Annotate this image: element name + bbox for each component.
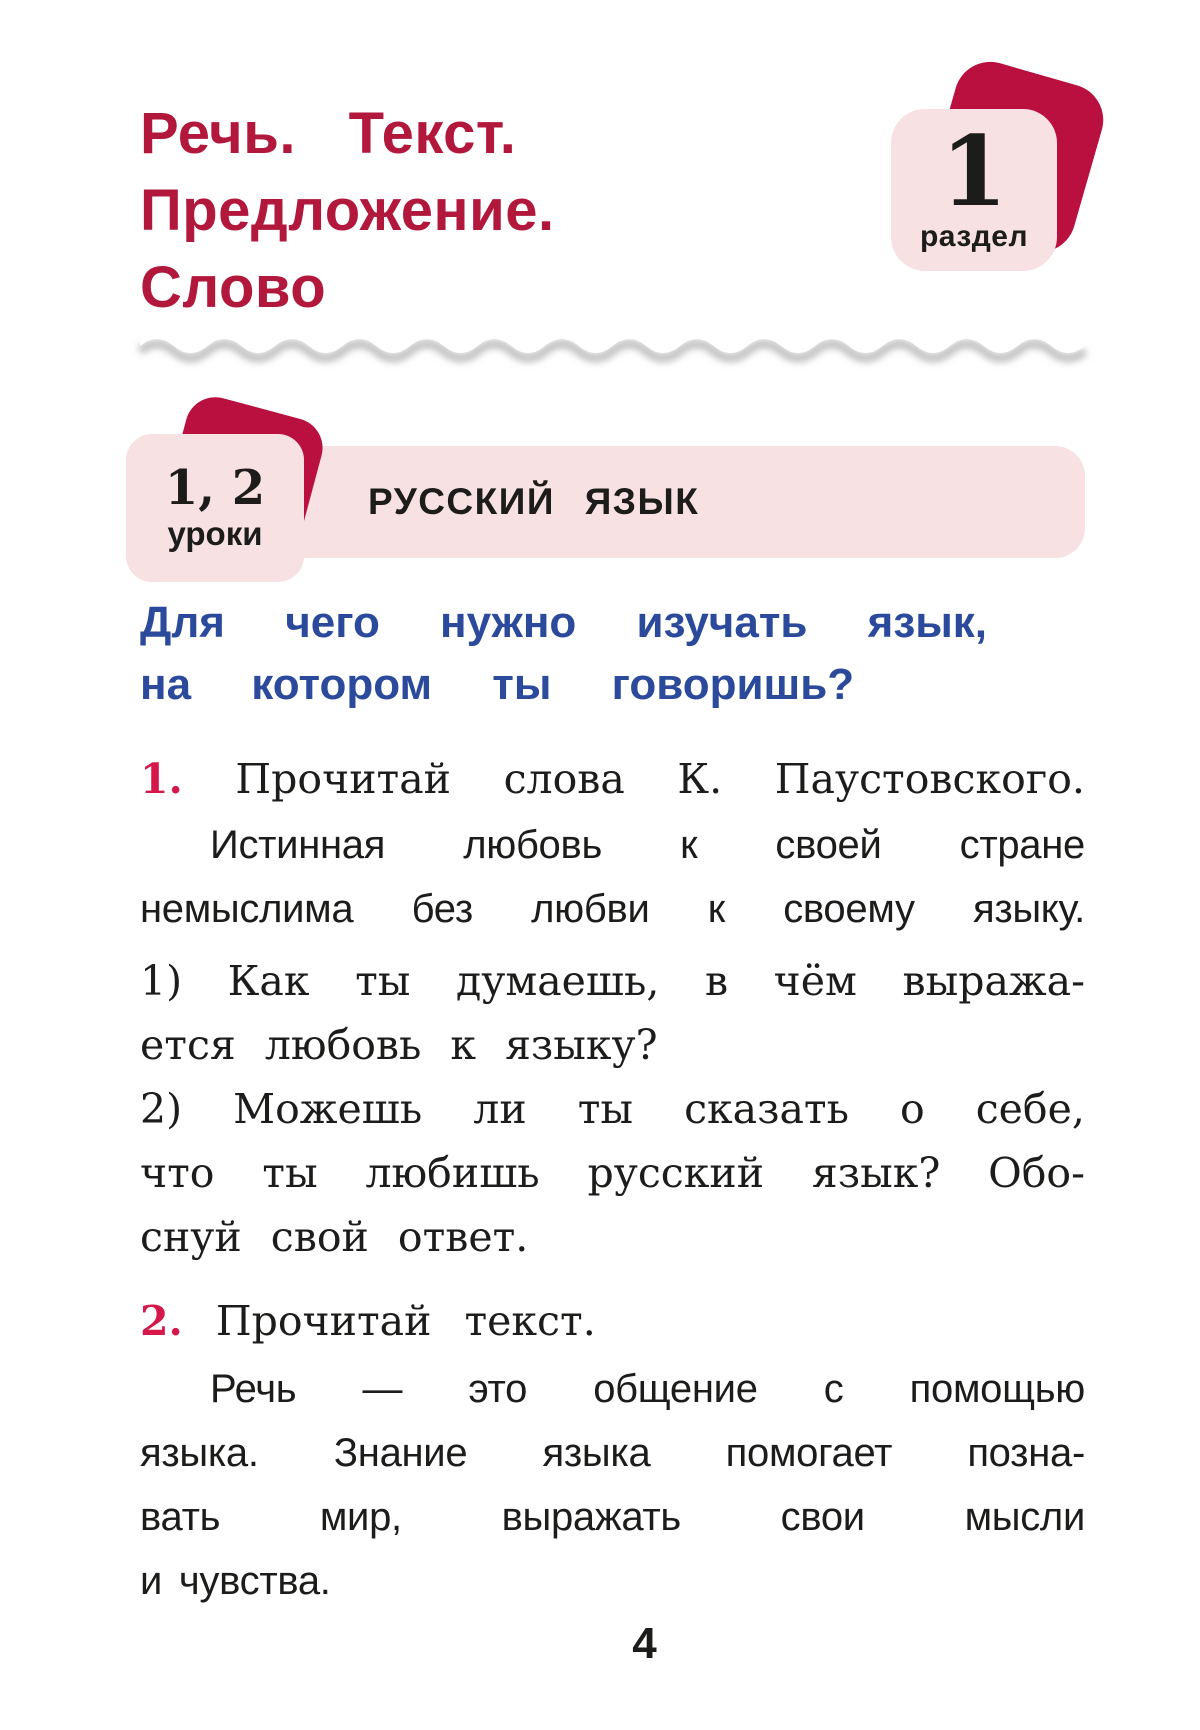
title-line-3: Слово	[140, 255, 327, 320]
text-line: и чувства.	[140, 1559, 331, 1603]
exercise-2-instruction	[140, 1289, 1085, 1353]
torn-edge-divider	[140, 328, 1085, 368]
text-line: вать мир, выражать свои мысли	[140, 1495, 1085, 1539]
section-badge-card	[891, 109, 1057, 271]
text-line: что ты любишь русский язык? Обо-	[140, 1149, 1085, 1197]
text-line: 1) Как ты думаешь, в чём выража-	[140, 957, 1085, 1005]
text-line: 2. Прочитай текст.	[140, 1297, 596, 1345]
subject-title: РУССКИЙ ЯЗЫК	[368, 481, 700, 522]
lessons-badge	[126, 420, 326, 585]
text-line: 2) Можешь ли ты сказать о себе,	[140, 1085, 1085, 1133]
section-badge-label: раздел	[919, 220, 1029, 253]
question-line-2: на котором ты говоришь?	[140, 660, 855, 709]
text-line: немыслима без любви к своему языку.	[140, 887, 1085, 931]
text-line: Речь — это общение с помощью	[210, 1367, 1085, 1411]
text-line: ется любовь к языку?	[140, 1021, 658, 1069]
exercise-2-text	[140, 1357, 1085, 1613]
text-line: языка. Знание языка помогает позна-	[140, 1431, 1085, 1475]
lessons-badge-numbers: 1, 2	[164, 460, 266, 516]
title-line-1: Речь. Текст.	[140, 101, 517, 166]
text-line: Истинная любовь к своей стране	[210, 823, 1085, 867]
lessons-badge-card	[126, 434, 304, 582]
text-line: снуй свой ответ.	[140, 1213, 529, 1261]
lessons-banner	[140, 446, 1085, 558]
exercise-1-question-1	[140, 949, 1085, 1077]
exercise-1-instruction	[140, 747, 1085, 811]
question-heading	[140, 592, 1085, 716]
title-line-2: Предложение.	[140, 178, 555, 243]
exercise-1-quote	[140, 813, 1085, 941]
section-badge-number: 1	[940, 115, 1008, 228]
text-line: 1. Прочитай слова К. Паустовского.	[140, 755, 1085, 803]
question-line-1: Для чего нужно изучать язык,	[140, 598, 988, 647]
lessons-badge-label: уроки	[167, 515, 263, 552]
page-number: 4	[632, 1619, 657, 1668]
section-badge	[891, 87, 1101, 287]
masthead	[140, 95, 1085, 326]
exercise-1-question-2	[140, 1077, 1085, 1269]
